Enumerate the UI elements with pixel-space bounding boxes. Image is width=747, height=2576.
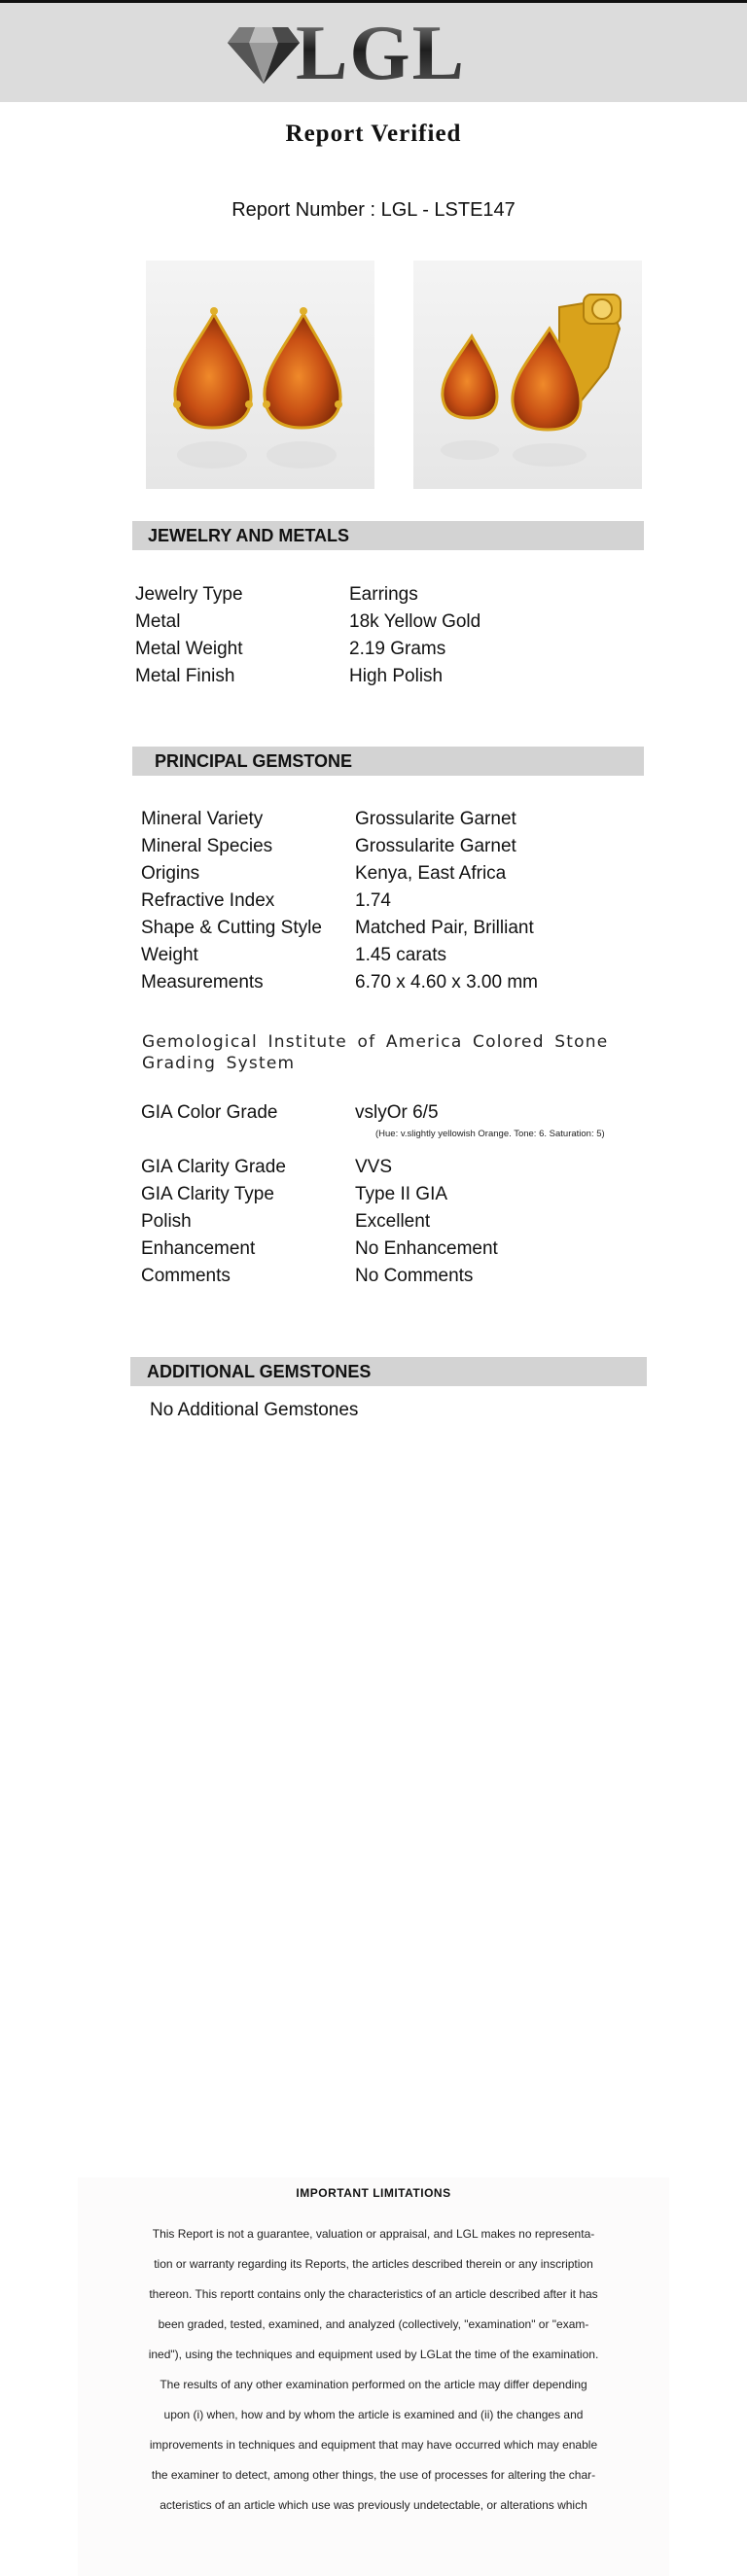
color-grade — [141, 1099, 439, 1127]
jewelry-details — [135, 581, 480, 690]
row-value: 6.70 x 4.60 x 3.00 mm — [355, 972, 538, 992]
principal-row — [141, 806, 538, 833]
row-value: Excellent — [355, 1211, 431, 1232]
additional-section-heading: ADDITIONAL GEMSTONES — [130, 1357, 647, 1386]
principal-details — [141, 806, 538, 996]
row-value: Grossularite Garnet — [355, 836, 516, 856]
limitations-line: improvements in techniques and equipment that may have occurred which may enable — [149, 2438, 598, 2452]
jewelry-row-weight — [135, 636, 480, 663]
jewelry-section-heading: JEWELRY AND METALS — [132, 521, 644, 550]
principal-row — [141, 888, 538, 915]
limitations-line: The results of any other examination performed on the article may differ depending — [160, 2378, 587, 2391]
row-value: 18k Yellow Gold — [349, 611, 481, 632]
row-value: VVS — [355, 1157, 393, 1177]
grade-row — [141, 1263, 498, 1290]
row-value: Type II GIA — [355, 1184, 448, 1204]
earrings-side-photo — [413, 261, 642, 489]
row-label: Weight — [141, 945, 198, 965]
lgl-logo[interactable] — [226, 11, 466, 96]
row-label: Jewelry Type — [135, 584, 243, 605]
report-number: Report Number : LGL - LSTE147 — [231, 199, 516, 221]
limitations-line: acteristics of an article which use was previously undetectable, or alterations which — [160, 2498, 587, 2512]
gia-grading-system-note: Gemological Institute of America Colored Stone Grading System — [142, 1032, 609, 1073]
row-value: No Enhancement — [355, 1238, 498, 1259]
row-label: Metal Weight — [135, 639, 243, 659]
row-value: 1.45 carats — [355, 945, 446, 965]
row-label: Enhancement — [141, 1238, 256, 1259]
limitations-line: been graded, tested, examined, and analyzed (collectively, "examination" or "exam- — [158, 2317, 589, 2331]
row-label: Mineral Species — [141, 836, 273, 856]
hue-tone-note: (Hue: v.slightly yellowish Orange. Tone: 6. Saturation: 5) — [375, 1129, 605, 1139]
row-value: Grossularite Garnet — [355, 809, 516, 829]
grade-row — [141, 1154, 498, 1181]
row-value: No Comments — [355, 1266, 474, 1286]
principal-row — [141, 860, 538, 888]
site-header — [0, 0, 747, 102]
color-grade-row — [141, 1099, 439, 1127]
diamond-icon — [226, 19, 302, 87]
row-label: Origins — [141, 863, 200, 884]
grade-details — [141, 1154, 498, 1290]
row-label: Polish — [141, 1211, 192, 1232]
principal-row — [141, 915, 538, 942]
row-value: Earrings — [349, 584, 418, 605]
principal-row — [141, 969, 538, 996]
jewelry-row-metal — [135, 609, 480, 636]
limitations-line: thereon. This reportt contains only the characteristics of an article described after it has — [149, 2287, 598, 2301]
limitations-text — [103, 2219, 644, 2521]
row-label: GIA Color Grade — [141, 1102, 278, 1123]
page-title: Report Verified — [285, 121, 462, 147]
row-value: vslyOr 6/5 — [355, 1102, 439, 1123]
no-additional-gemstones: No Additional Gemstones — [150, 1400, 359, 1420]
row-label: GIA Clarity Type — [141, 1184, 274, 1204]
logo-text: LGL — [296, 11, 466, 96]
principal-row — [141, 942, 538, 969]
row-label: Comments — [141, 1266, 231, 1286]
row-label: Metal — [135, 611, 181, 632]
jewelry-row-finish — [135, 663, 480, 690]
grade-row — [141, 1208, 498, 1236]
row-label: GIA Clarity Grade — [141, 1157, 286, 1177]
limitations-heading: IMPORTANT LIMITATIONS — [296, 2186, 451, 2200]
row-label: Refractive Index — [141, 890, 275, 911]
grade-row — [141, 1236, 498, 1263]
grade-row — [141, 1181, 498, 1208]
row-label: Metal Finish — [135, 666, 235, 686]
limitations-line: the examiner to detect, among other things, the use of processes for altering the char- — [151, 2468, 596, 2482]
row-value: Kenya, East Africa — [355, 863, 507, 884]
limitations-line: ined"), using the techniques and equipment used by LGLat the time of the examination. — [148, 2348, 599, 2361]
row-value: High Polish — [349, 666, 444, 686]
row-label: Shape & Cutting Style — [141, 918, 322, 938]
row-label: Mineral Variety — [141, 809, 264, 829]
earrings-front-photo — [146, 261, 374, 489]
row-value: Matched Pair, Brilliant — [355, 918, 534, 938]
row-value: 1.74 — [355, 890, 391, 911]
limitations-line: tion or warranty regarding its Reports, the articles described therein or any inscription — [154, 2257, 593, 2271]
row-value: 2.19 Grams — [349, 639, 446, 659]
principal-row — [141, 833, 538, 860]
jewelry-row-type — [135, 581, 480, 609]
limitations-line: upon (i) when, how and by whom the article is examined and (ii) the changes and — [163, 2408, 584, 2421]
row-label: Measurements — [141, 972, 264, 992]
limitations-line: This Report is not a guarantee, valuation or appraisal, and LGL makes no representa- — [152, 2227, 595, 2241]
principal-section-heading: PRINCIPAL GEMSTONE — [132, 747, 644, 776]
